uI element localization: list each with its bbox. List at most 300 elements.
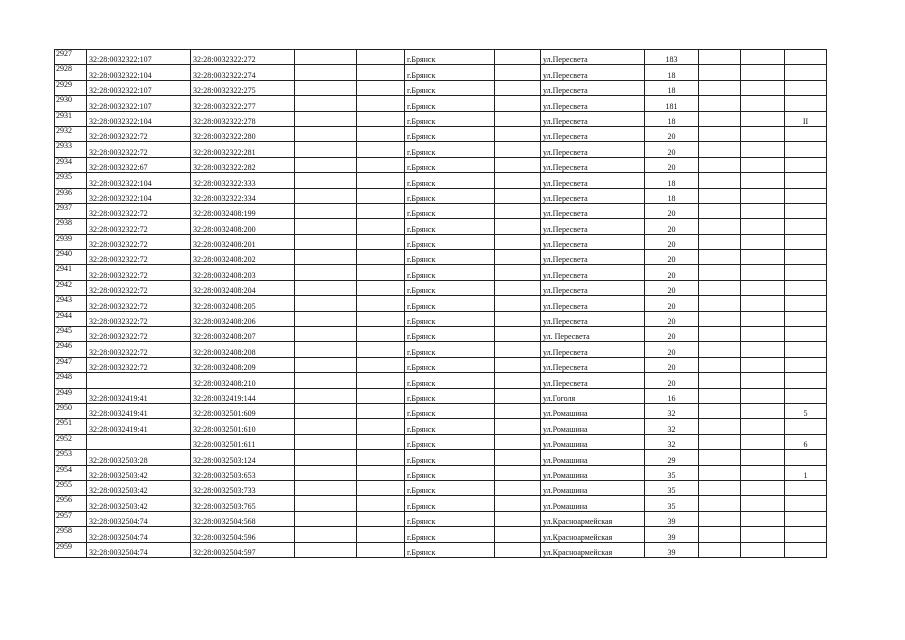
empty-cell bbox=[741, 434, 785, 449]
apartment-cell bbox=[785, 450, 827, 465]
apartment-cell bbox=[785, 50, 827, 65]
empty-cell bbox=[741, 388, 785, 403]
city-cell: г.Брянск bbox=[405, 280, 495, 295]
empty-cell bbox=[699, 527, 741, 542]
house-number-cell: 20 bbox=[645, 234, 699, 249]
empty-cell bbox=[295, 126, 357, 141]
empty-cell bbox=[741, 250, 785, 265]
object-number-cell: 32:28:0032408:207 bbox=[191, 327, 295, 342]
empty-cell bbox=[741, 357, 785, 372]
empty-cell bbox=[699, 50, 741, 65]
empty-cell bbox=[699, 465, 741, 480]
empty-cell bbox=[295, 496, 357, 511]
empty-cell bbox=[699, 511, 741, 526]
empty-cell bbox=[295, 219, 357, 234]
street-cell: ул.Ромашина bbox=[541, 480, 645, 495]
apartment-cell bbox=[785, 65, 827, 80]
parcel-number-cell: 32:28:0032322:72 bbox=[87, 311, 191, 326]
empty-cell bbox=[495, 342, 541, 357]
table-row bbox=[55, 357, 827, 372]
empty-cell bbox=[741, 480, 785, 495]
parcel-number-cell: 32:28:0032503:42 bbox=[87, 465, 191, 480]
empty-cell bbox=[741, 157, 785, 172]
empty-cell bbox=[741, 496, 785, 511]
table-row bbox=[55, 142, 827, 157]
empty-cell bbox=[495, 496, 541, 511]
house-number-cell: 20 bbox=[645, 373, 699, 388]
empty-cell bbox=[357, 496, 405, 511]
row-number-cell: 2928 bbox=[55, 65, 87, 80]
row-number-cell: 2946 bbox=[55, 342, 87, 357]
empty-cell bbox=[295, 419, 357, 434]
house-number-cell: 20 bbox=[645, 327, 699, 342]
empty-cell bbox=[357, 465, 405, 480]
empty-cell bbox=[495, 96, 541, 111]
empty-cell bbox=[495, 188, 541, 203]
empty-cell bbox=[699, 188, 741, 203]
city-cell: г.Брянск bbox=[405, 250, 495, 265]
empty-cell bbox=[699, 173, 741, 188]
table-row bbox=[55, 327, 827, 342]
empty-cell bbox=[295, 511, 357, 526]
house-number-cell: 35 bbox=[645, 480, 699, 495]
city-cell: г.Брянск bbox=[405, 342, 495, 357]
street-cell: ул.Пересвета bbox=[541, 80, 645, 95]
street-cell: ул.Пересвета bbox=[541, 311, 645, 326]
street-cell: ул.Пересвета bbox=[541, 173, 645, 188]
apartment-cell bbox=[785, 342, 827, 357]
street-cell: ул.Пересвета bbox=[541, 50, 645, 65]
empty-cell bbox=[741, 373, 785, 388]
parcel-number-cell: 32:28:0032322:104 bbox=[87, 65, 191, 80]
parcel-number-cell: 32:28:0032322:72 bbox=[87, 234, 191, 249]
house-number-cell: 39 bbox=[645, 527, 699, 542]
object-number-cell: 32:28:0032501:611 bbox=[191, 434, 295, 449]
table-row bbox=[55, 111, 827, 126]
apartment-cell bbox=[785, 327, 827, 342]
city-cell: г.Брянск bbox=[405, 450, 495, 465]
street-cell: ул.Ромашина bbox=[541, 450, 645, 465]
empty-cell bbox=[741, 173, 785, 188]
apartment-cell bbox=[785, 265, 827, 280]
row-number-cell: 2930 bbox=[55, 96, 87, 111]
empty-cell bbox=[295, 65, 357, 80]
apartment-cell bbox=[785, 542, 827, 557]
row-number-cell: 2932 bbox=[55, 126, 87, 141]
object-number-cell: 32:28:0032322:282 bbox=[191, 157, 295, 172]
empty-cell bbox=[699, 203, 741, 218]
house-number-cell: 18 bbox=[645, 65, 699, 80]
empty-cell bbox=[495, 203, 541, 218]
row-number-cell: 2935 bbox=[55, 173, 87, 188]
street-cell: ул. Пересвета bbox=[541, 327, 645, 342]
empty-cell bbox=[357, 142, 405, 157]
row-number-cell: 2939 bbox=[55, 234, 87, 249]
empty-cell bbox=[495, 157, 541, 172]
object-number-cell: 32:28:0032408:201 bbox=[191, 234, 295, 249]
empty-cell bbox=[699, 327, 741, 342]
row-number-cell: 2937 bbox=[55, 203, 87, 218]
empty-cell bbox=[357, 511, 405, 526]
city-cell: г.Брянск bbox=[405, 65, 495, 80]
empty-cell bbox=[357, 327, 405, 342]
city-cell: г.Брянск bbox=[405, 419, 495, 434]
empty-cell bbox=[741, 419, 785, 434]
row-number-cell: 2929 bbox=[55, 80, 87, 95]
empty-cell bbox=[741, 50, 785, 65]
empty-cell bbox=[357, 111, 405, 126]
city-cell: г.Брянск bbox=[405, 203, 495, 218]
row-number-cell: 2933 bbox=[55, 142, 87, 157]
city-cell: г.Брянск bbox=[405, 234, 495, 249]
empty-cell bbox=[741, 342, 785, 357]
apartment-cell bbox=[785, 480, 827, 495]
empty-cell bbox=[741, 96, 785, 111]
parcel-number-cell: 32:28:0032322:72 bbox=[87, 126, 191, 141]
empty-cell bbox=[741, 280, 785, 295]
empty-cell bbox=[495, 434, 541, 449]
apartment-cell bbox=[785, 203, 827, 218]
row-number-cell: 2941 bbox=[55, 265, 87, 280]
row-number-cell: 2949 bbox=[55, 388, 87, 403]
parcel-number-cell: 32:28:0032322:104 bbox=[87, 188, 191, 203]
empty-cell bbox=[741, 188, 785, 203]
row-number-cell: 2945 bbox=[55, 327, 87, 342]
empty-cell bbox=[495, 465, 541, 480]
row-number-cell: 2954 bbox=[55, 465, 87, 480]
table-row bbox=[55, 419, 827, 434]
row-number-cell: 2958 bbox=[55, 527, 87, 542]
apartment-cell bbox=[785, 296, 827, 311]
empty-cell bbox=[741, 265, 785, 280]
empty-cell bbox=[699, 96, 741, 111]
row-number-cell: 2927 bbox=[55, 50, 87, 65]
apartment-cell bbox=[785, 388, 827, 403]
parcel-number-cell bbox=[87, 434, 191, 449]
row-number-cell: 2956 bbox=[55, 496, 87, 511]
house-number-cell: 39 bbox=[645, 511, 699, 526]
parcel-number-cell: 32:28:0032504:74 bbox=[87, 527, 191, 542]
empty-cell bbox=[495, 373, 541, 388]
empty-cell bbox=[699, 126, 741, 141]
street-cell: ул.Пересвета bbox=[541, 65, 645, 80]
house-number-cell: 20 bbox=[645, 311, 699, 326]
empty-cell bbox=[357, 419, 405, 434]
empty-cell bbox=[741, 219, 785, 234]
city-cell: г.Брянск bbox=[405, 357, 495, 372]
table-row bbox=[55, 188, 827, 203]
row-number-cell: 2948 bbox=[55, 373, 87, 388]
street-cell: ул.Пересвета bbox=[541, 373, 645, 388]
empty-cell bbox=[495, 480, 541, 495]
object-number-cell: 32:28:0032322:278 bbox=[191, 111, 295, 126]
empty-cell bbox=[357, 65, 405, 80]
parcel-number-cell: 32:28:0032322:107 bbox=[87, 96, 191, 111]
table-row bbox=[55, 65, 827, 80]
table-row bbox=[55, 511, 827, 526]
empty-cell bbox=[357, 311, 405, 326]
empty-cell bbox=[741, 126, 785, 141]
empty-cell bbox=[295, 296, 357, 311]
apartment-cell bbox=[785, 219, 827, 234]
parcel-number-cell: 32:28:0032322:72 bbox=[87, 280, 191, 295]
empty-cell bbox=[295, 157, 357, 172]
city-cell: г.Брянск bbox=[405, 219, 495, 234]
empty-cell bbox=[295, 311, 357, 326]
empty-cell bbox=[699, 357, 741, 372]
house-number-cell: 32 bbox=[645, 419, 699, 434]
empty-cell bbox=[699, 80, 741, 95]
object-number-cell: 32:28:0032503:124 bbox=[191, 450, 295, 465]
parcel-number-cell: 32:28:0032503:42 bbox=[87, 480, 191, 495]
street-cell: ул.Пересвета bbox=[541, 188, 645, 203]
empty-cell bbox=[495, 173, 541, 188]
city-cell: г.Брянск bbox=[405, 142, 495, 157]
empty-cell bbox=[741, 65, 785, 80]
empty-cell bbox=[295, 480, 357, 495]
table-row bbox=[55, 527, 827, 542]
apartment-cell bbox=[785, 511, 827, 526]
empty-cell bbox=[495, 542, 541, 557]
empty-cell bbox=[495, 357, 541, 372]
street-cell: ул.Красноармейская bbox=[541, 527, 645, 542]
city-cell: г.Брянск bbox=[405, 173, 495, 188]
empty-cell bbox=[295, 142, 357, 157]
street-cell: ул.Ромашина bbox=[541, 465, 645, 480]
apartment-cell bbox=[785, 373, 827, 388]
street-cell: ул.Пересвета bbox=[541, 203, 645, 218]
parcel-number-cell: 32:28:0032322:72 bbox=[87, 327, 191, 342]
empty-cell bbox=[741, 203, 785, 218]
empty-cell bbox=[357, 480, 405, 495]
empty-cell bbox=[295, 173, 357, 188]
house-number-cell: 18 bbox=[645, 111, 699, 126]
house-number-cell: 20 bbox=[645, 219, 699, 234]
street-cell: ул.Пересвета bbox=[541, 219, 645, 234]
empty-cell bbox=[295, 373, 357, 388]
object-number-cell: 32:28:0032408:204 bbox=[191, 280, 295, 295]
object-number-cell: 32:28:0032408:206 bbox=[191, 311, 295, 326]
empty-cell bbox=[295, 250, 357, 265]
parcel-number-cell: 32:28:0032504:74 bbox=[87, 542, 191, 557]
apartment-cell bbox=[785, 173, 827, 188]
apartment-cell bbox=[785, 234, 827, 249]
empty-cell bbox=[357, 388, 405, 403]
street-cell: ул.Пересвета bbox=[541, 296, 645, 311]
parcel-number-cell: 32:28:0032322:107 bbox=[87, 80, 191, 95]
empty-cell bbox=[699, 265, 741, 280]
empty-cell bbox=[295, 80, 357, 95]
street-cell: ул.Пересвета bbox=[541, 265, 645, 280]
empty-cell bbox=[495, 450, 541, 465]
street-cell: ул.Пересвета bbox=[541, 342, 645, 357]
empty-cell bbox=[295, 111, 357, 126]
empty-cell bbox=[741, 234, 785, 249]
object-number-cell: 32:28:0032408:210 bbox=[191, 373, 295, 388]
row-number-cell: 2940 bbox=[55, 250, 87, 265]
empty-cell bbox=[495, 250, 541, 265]
parcel-number-cell: 32:28:0032322:67 bbox=[87, 157, 191, 172]
table-row bbox=[55, 311, 827, 326]
table-row bbox=[55, 203, 827, 218]
empty-cell bbox=[699, 542, 741, 557]
empty-cell bbox=[495, 234, 541, 249]
empty-cell bbox=[357, 96, 405, 111]
city-cell: г.Брянск bbox=[405, 327, 495, 342]
city-cell: г.Брянск bbox=[405, 157, 495, 172]
row-number-cell: 2934 bbox=[55, 157, 87, 172]
object-number-cell: 32:28:0032501:609 bbox=[191, 403, 295, 418]
object-number-cell: 32:28:0032408:208 bbox=[191, 342, 295, 357]
house-number-cell: 20 bbox=[645, 203, 699, 218]
street-cell: ул.Пересвета bbox=[541, 126, 645, 141]
empty-cell bbox=[699, 280, 741, 295]
table-row bbox=[55, 373, 827, 388]
empty-cell bbox=[741, 296, 785, 311]
empty-cell bbox=[699, 111, 741, 126]
parcel-number-cell: 32:28:0032322:72 bbox=[87, 142, 191, 157]
city-cell: г.Брянск bbox=[405, 465, 495, 480]
house-number-cell: 20 bbox=[645, 357, 699, 372]
empty-cell bbox=[495, 511, 541, 526]
empty-cell bbox=[357, 296, 405, 311]
empty-cell bbox=[495, 280, 541, 295]
empty-cell bbox=[741, 80, 785, 95]
empty-cell bbox=[699, 142, 741, 157]
object-number-cell: 32:28:0032408:205 bbox=[191, 296, 295, 311]
table-row bbox=[55, 219, 827, 234]
city-cell: г.Брянск bbox=[405, 542, 495, 557]
street-cell: ул.Пересвета bbox=[541, 111, 645, 126]
row-number-cell: 2931 bbox=[55, 111, 87, 126]
house-number-cell: 20 bbox=[645, 342, 699, 357]
street-cell: ул.Ромашина bbox=[541, 419, 645, 434]
table-row bbox=[55, 450, 827, 465]
empty-cell bbox=[357, 250, 405, 265]
parcel-number-cell: 32:28:0032322:72 bbox=[87, 265, 191, 280]
row-number-cell: 2959 bbox=[55, 542, 87, 557]
empty-cell bbox=[295, 542, 357, 557]
empty-cell bbox=[495, 126, 541, 141]
empty-cell bbox=[295, 234, 357, 249]
object-number-cell: 32:28:0032408:200 bbox=[191, 219, 295, 234]
house-number-cell: 32 bbox=[645, 403, 699, 418]
street-cell: ул.Пересвета bbox=[541, 157, 645, 172]
street-cell: ул.Пересвета bbox=[541, 250, 645, 265]
empty-cell bbox=[357, 434, 405, 449]
empty-cell bbox=[699, 234, 741, 249]
empty-cell bbox=[295, 50, 357, 65]
table-row bbox=[55, 542, 827, 557]
city-cell: г.Брянск bbox=[405, 50, 495, 65]
city-cell: г.Брянск bbox=[405, 373, 495, 388]
empty-cell bbox=[495, 296, 541, 311]
empty-cell bbox=[699, 296, 741, 311]
empty-cell bbox=[357, 126, 405, 141]
parcel-number-cell: 32:28:0032322:104 bbox=[87, 111, 191, 126]
row-number-cell: 2936 bbox=[55, 188, 87, 203]
empty-cell bbox=[495, 327, 541, 342]
city-cell: г.Брянск bbox=[405, 434, 495, 449]
table-row bbox=[55, 342, 827, 357]
street-cell: ул.Красноармейская bbox=[541, 511, 645, 526]
house-number-cell: 20 bbox=[645, 296, 699, 311]
house-number-cell: 20 bbox=[645, 265, 699, 280]
parcel-number-cell: 32:28:0032504:74 bbox=[87, 511, 191, 526]
object-number-cell: 32:28:0032322:333 bbox=[191, 173, 295, 188]
empty-cell bbox=[495, 311, 541, 326]
empty-cell bbox=[495, 50, 541, 65]
city-cell: г.Брянск bbox=[405, 265, 495, 280]
cadastral-table bbox=[54, 49, 827, 558]
empty-cell bbox=[495, 65, 541, 80]
empty-cell bbox=[495, 265, 541, 280]
empty-cell bbox=[357, 219, 405, 234]
empty-cell bbox=[741, 511, 785, 526]
empty-cell bbox=[357, 527, 405, 542]
empty-cell bbox=[295, 357, 357, 372]
object-number-cell: 32:28:0032322:334 bbox=[191, 188, 295, 203]
row-number-cell: 2947 bbox=[55, 357, 87, 372]
table-row bbox=[55, 265, 827, 280]
empty-cell bbox=[741, 465, 785, 480]
city-cell: г.Брянск bbox=[405, 480, 495, 495]
table-row bbox=[55, 250, 827, 265]
empty-cell bbox=[357, 80, 405, 95]
object-number-cell: 32:28:0032503:733 bbox=[191, 480, 295, 495]
empty-cell bbox=[741, 111, 785, 126]
city-cell: г.Брянск bbox=[405, 111, 495, 126]
empty-cell bbox=[295, 388, 357, 403]
empty-cell bbox=[357, 234, 405, 249]
object-number-cell: 32:28:0032504:597 bbox=[191, 542, 295, 557]
empty-cell bbox=[357, 188, 405, 203]
street-cell: ул.Пересвета bbox=[541, 96, 645, 111]
empty-cell bbox=[295, 434, 357, 449]
object-number-cell: 32:28:0032322:275 bbox=[191, 80, 295, 95]
house-number-cell: 20 bbox=[645, 142, 699, 157]
empty-cell bbox=[295, 450, 357, 465]
city-cell: г.Брянск bbox=[405, 296, 495, 311]
street-cell: ул.Ромашина bbox=[541, 403, 645, 418]
parcel-number-cell: 32:28:0032322:107 bbox=[87, 50, 191, 65]
empty-cell bbox=[495, 403, 541, 418]
table-row bbox=[55, 157, 827, 172]
empty-cell bbox=[295, 465, 357, 480]
city-cell: г.Брянск bbox=[405, 527, 495, 542]
city-cell: г.Брянск bbox=[405, 96, 495, 111]
empty-cell bbox=[357, 357, 405, 372]
object-number-cell: 32:28:0032504:596 bbox=[191, 527, 295, 542]
apartment-cell bbox=[785, 527, 827, 542]
parcel-number-cell: 32:28:0032322:72 bbox=[87, 296, 191, 311]
house-number-cell: 183 bbox=[645, 50, 699, 65]
empty-cell bbox=[495, 219, 541, 234]
empty-cell bbox=[699, 403, 741, 418]
house-number-cell: 20 bbox=[645, 280, 699, 295]
empty-cell bbox=[699, 342, 741, 357]
house-number-cell: 20 bbox=[645, 157, 699, 172]
street-cell: ул.Пересвета bbox=[541, 142, 645, 157]
empty-cell bbox=[741, 142, 785, 157]
empty-cell bbox=[699, 480, 741, 495]
empty-cell bbox=[495, 142, 541, 157]
empty-cell bbox=[699, 450, 741, 465]
city-cell: г.Брянск bbox=[405, 80, 495, 95]
object-number-cell: 32:28:0032408:209 bbox=[191, 357, 295, 372]
house-number-cell: 35 bbox=[645, 465, 699, 480]
table-row bbox=[55, 403, 827, 418]
